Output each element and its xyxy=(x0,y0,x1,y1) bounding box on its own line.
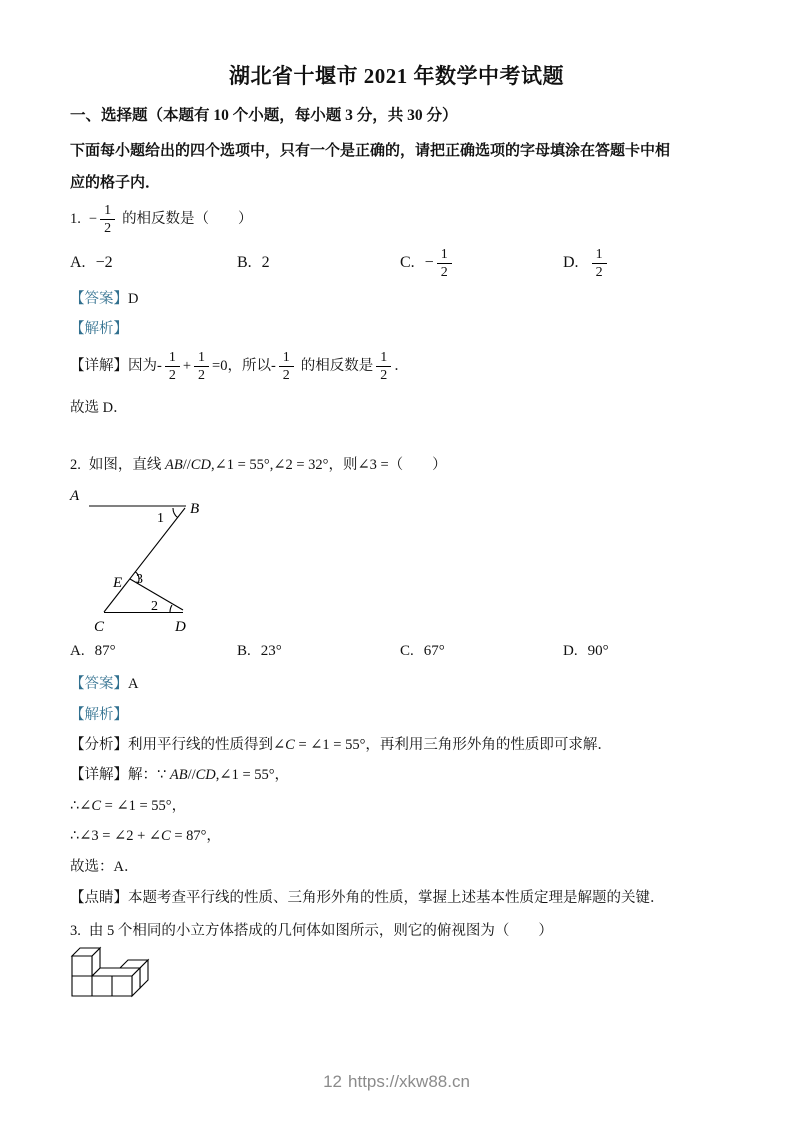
q2-figure-label-d: D xyxy=(175,619,186,635)
exam-title: 湖北省十堰市 2021 年数学中考试题 xyxy=(229,64,564,88)
page-footer xyxy=(0,1072,793,1092)
q1-stem xyxy=(70,196,253,242)
q2-answer-value: A xyxy=(128,676,139,692)
q1-stem-tail: 的相反数是（ ） xyxy=(122,211,253,227)
analysis-tag: 【解析】 xyxy=(70,707,128,723)
fraction: $\frac{1}{2}$ xyxy=(592,246,607,281)
q2-figure-angle1: 1 xyxy=(157,511,164,526)
fraction: $\frac{1}{2}$ xyxy=(194,349,209,384)
detail-tag: 【详解】 xyxy=(70,767,128,783)
intro-text-line2: 应的格子内． xyxy=(70,175,161,191)
q2-number: 2. xyxy=(70,457,81,473)
q2-answer-line xyxy=(70,674,138,694)
fraction: $\frac{1}{2}$ xyxy=(376,349,391,384)
q1-analysis-tag-line xyxy=(70,319,128,339)
q1-minus-sign: − xyxy=(88,211,98,227)
q2-option-d: D. 90° xyxy=(563,642,609,659)
q1-answer-line xyxy=(70,289,138,309)
fraction: $\frac{1}{2}$ xyxy=(165,349,180,384)
q3-number: 3. xyxy=(70,923,81,939)
q1-number: 1. xyxy=(70,211,81,227)
q1-option-d: D. $\frac{1}{2}$ xyxy=(563,240,610,286)
q3-figure xyxy=(66,946,166,1006)
q2-option-a: A. 87° xyxy=(70,642,116,659)
q3-stem: 3. 由 5 个相同的小立方体搭成的几何体如图所示，则它的俯视图为（ ） xyxy=(70,923,553,939)
intro-text-line1: 下面每小题给出的四个选项中，只有一个是正确的，请把正确选项的字母填涂在答题卡中相 xyxy=(70,143,671,159)
q2-figure xyxy=(56,484,216,636)
section-heading: 一、选择题（本题有 10 个小题，每小题 3 分，共 30 分） xyxy=(70,107,458,124)
detail-tag: 【详解】 xyxy=(70,358,128,374)
analysis-tag: 【解析】 xyxy=(70,321,128,337)
q1-options xyxy=(0,240,793,286)
fraction: $\frac{1}{2}$ xyxy=(100,202,115,237)
analysis-label: 【分析】 xyxy=(70,737,128,753)
q2-analysis-tag-line xyxy=(70,705,128,725)
fraction: $\frac{1}{2}$ xyxy=(279,349,294,384)
q1-option-a: A. −2 xyxy=(70,254,113,271)
q1-answer-value: D xyxy=(128,291,139,307)
q2-option-b: B. 23° xyxy=(237,642,282,659)
q2-detail-line2: ∴∠C = ∠1 = 55°， xyxy=(70,798,187,814)
q2-options xyxy=(0,640,793,662)
footer-page-number: 12 xyxy=(323,1072,343,1091)
q2-option-c: C. 67° xyxy=(400,642,445,659)
q1-option-b: B. 2 xyxy=(237,254,270,271)
q1-conclusion: 故选 D． xyxy=(70,400,128,416)
q1-option-c: C. − $\frac{1}{2}$ xyxy=(400,240,455,286)
answer-tag: 【答案】 xyxy=(70,676,128,692)
footer-url: https://xkw88.cn xyxy=(348,1072,470,1091)
note-tag: 【点睛】 xyxy=(70,890,128,906)
q2-figure-label-c: C xyxy=(94,619,105,635)
q2-conclusion: 故选：A． xyxy=(70,859,139,875)
q2-analysis-line: 【分析】利用平行线的性质得到∠C = ∠1 = 55°，再利用三角形外角的性质即可求解． xyxy=(70,737,612,753)
q2-figure-label-a: A xyxy=(70,488,80,504)
q2-stem: 2. 如图，直线 AB//CD,∠1 = 55°,∠2 = 32°，则∠3 =（ ） xyxy=(70,457,447,473)
answer-tag: 【答案】 xyxy=(70,291,128,307)
q2-figure-label-e: E xyxy=(113,575,123,591)
q2-detail-line1: 【详解】解：∵ AB//CD,∠1 = 55°， xyxy=(70,767,290,783)
q2-detail-line3: ∴∠3 = ∠2 + ∠C = 87°， xyxy=(70,828,221,844)
q1-detail-line: 【详解】 因为- $\frac{1}{2}$ + $\frac{1}{2}$ =0，所以- $\frac{1}{2}$ 的相反数是 $\frac{1}{2}$ ． xyxy=(70,349,409,383)
q2-figure-label-b: B xyxy=(190,501,200,517)
q2-note-line: 【点睛】本题考查平行线的性质、三角形外角的性质，掌握上述基本性质定理是解题的关键． xyxy=(70,890,665,906)
q2-figure-angle2: 2 xyxy=(151,599,158,614)
fraction: $\frac{1}{2}$ xyxy=(437,246,452,281)
q2-figure-angle3: 3 xyxy=(136,572,143,587)
